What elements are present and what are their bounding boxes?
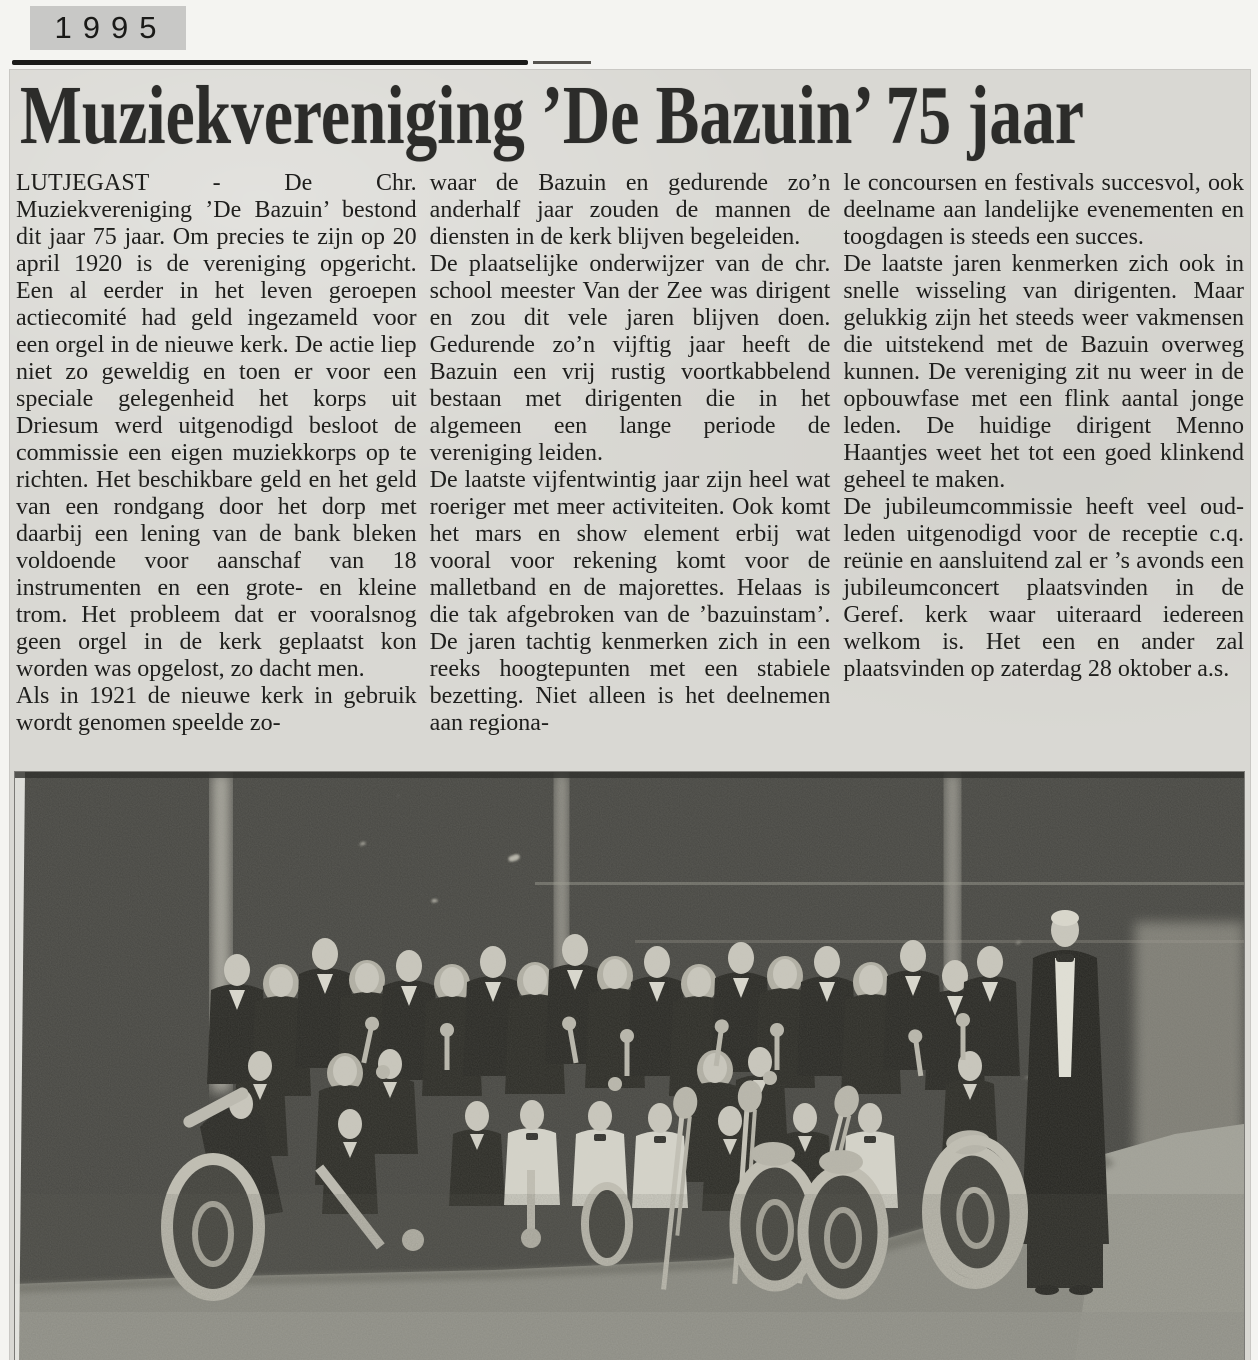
band-group-photo xyxy=(15,772,1244,1360)
article-column-2 xyxy=(430,170,831,737)
article-column-1 xyxy=(16,170,417,737)
headline-rule xyxy=(12,60,528,65)
paragraph: LUTJEGAST - De Chr. Muziekvereniging ’De Bazuin’ bestond dit jaar 75 jaar. Om precies te zijn op 20 april 1920 is de vereniging opgericht. Een al eerder in het leven geroepen actiecomité had geld ingezameld voor een orgel in de nieuwe kerk. De actie liep niet zo geweldig en toen er voor een speciale gelegenheid het korps uit Driesum werd uitgenodigd besloot de commissie een eigen muziekkorps op te richten. Het beschikbare geld en het geld van een rondgang door het dorp met daarbij een lening van de bank bleken voldoende voor aanschaf van 18 instrumenten en een grote- en kleine trom. Het probleem dat er vooralsnog geen orgel in de kerk geplaatst kon worden was opgelost, zo dacht men. xyxy=(16,170,417,682)
band-group-photo-graphic xyxy=(15,772,1244,1360)
paragraph: De plaatselijke onderwijzer van de chr. school meester Van der Zee was dirigent en zou dit vele jaren blijven doen. Gedurende zo’n vijftig jaar heeft de Bazuin een vrij rustig voortkabbelend bestaan met dirigenten die in het algemeen een lange periode de vereniging leiden. xyxy=(429,251,831,466)
article-column-3 xyxy=(843,170,1244,737)
paragraph: le concoursen en festivals succesvol, ook deelname aan landelijke evenementen en toogdagen is steeds een succes. xyxy=(843,170,1245,250)
photo-grain xyxy=(15,772,1244,1360)
paragraph: Als in 1921 de nieuwe kerk in gebruik wordt genomen speelde zo- xyxy=(16,683,417,736)
headline-rule-fragment xyxy=(533,61,591,64)
paragraph: De jubileumcommissie heeft veel oud-leden uitgenodigd voor de receptie c.q. reünie en aansluitend zal er ’s avonds een jubileumconcert plaatsvinden in de Geref. kerk waar uiteraard iedereen welkom is. Het een en ander zal plaatsvinden op zaterdag 28 oktober a.s. xyxy=(843,494,1245,682)
paragraph: De laatste jaren kenmerken zich ook in snelle wisseling van dirigenten. Maar gelukkig zijn het steeds weer vakmensen die uitstekend met de Bazuin overweg kunnen. De vereniging zit nu weer in de opbouwfase met een flink aantal jonge leden. De huidige dirigent Menno Haantjes weet het tot een goed klinkend geheel te maken. xyxy=(843,251,1245,493)
article-headline: Muziekvereniging ’De Bazuin’ 75 jaar xyxy=(20,69,1084,162)
paragraph: waar de Bazuin en gedurende zo’n anderhalf jaar zouden de mannen de diensten in de kerk blijven begeleiden. xyxy=(429,170,831,250)
article-body xyxy=(16,170,1244,737)
paragraph: De laatste vijfentwintig jaar zijn heel wat roeriger met meer activiteiten. Ook komt het mars en show element erbij wat vooral voor rekening komt voor de malletband en de majorettes. Helaas is die tak afgebroken van de ’bazuinstam’. De jaren tachtig kenmerken zich in een reeks hoogtepunten met een stabiele bezetting. Niet alleen is het deelnemen aan regiona- xyxy=(429,467,831,736)
photo-top-edge xyxy=(15,772,1244,778)
year-label: 1995 xyxy=(30,6,186,50)
